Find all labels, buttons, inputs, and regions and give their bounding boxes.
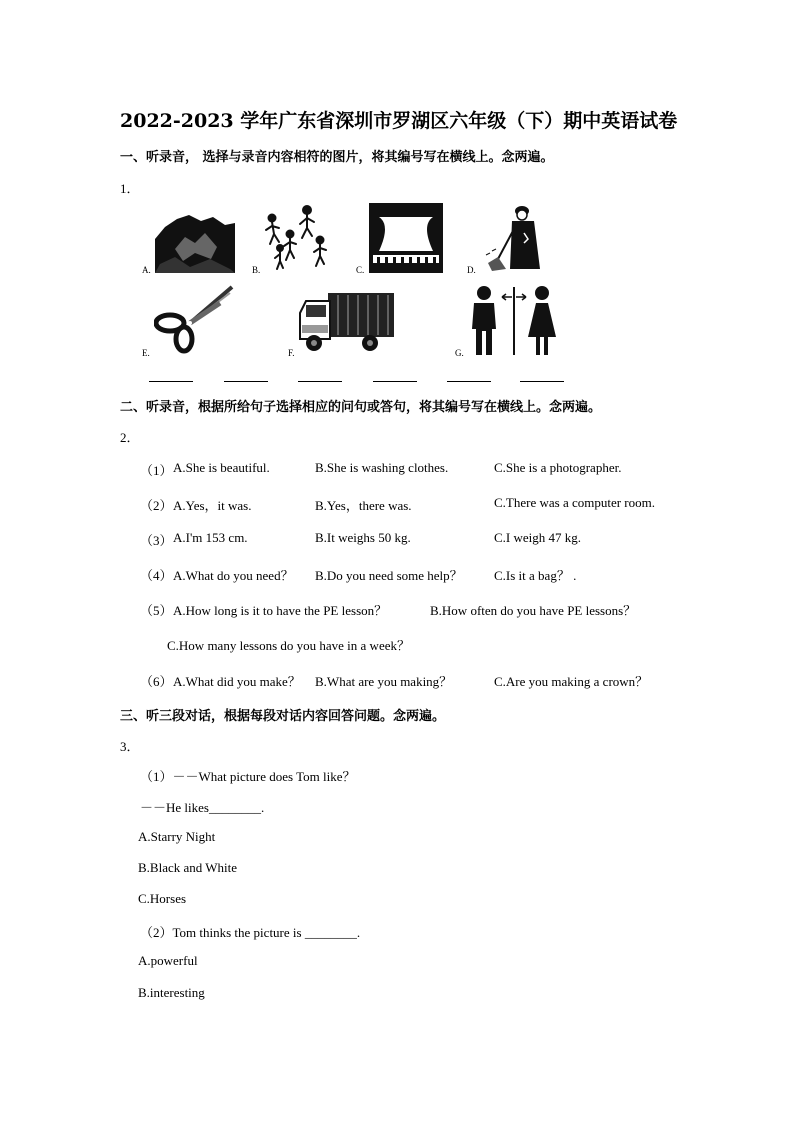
answer-blank-4[interactable] — [373, 381, 417, 382]
row3-option-a: A.I'm 153 cm. — [173, 530, 248, 545]
row6-option-c: C.Are you making a crown？ — [494, 674, 649, 689]
q3-1-option-b: B.Black and White — [138, 860, 238, 875]
row1-option-a: A.She is beautiful. — [173, 460, 270, 475]
picture-d-label: D. — [467, 265, 476, 275]
row4-num: （4） — [140, 568, 173, 583]
row1-num: （1） — [140, 463, 173, 478]
q3-2-question: （2）Tom thinks the picture is ________. — [140, 925, 361, 940]
answer-blank-6[interactable] — [520, 381, 564, 382]
picture-d-sweeping — [484, 203, 548, 273]
row3-num: （3） — [140, 533, 173, 548]
row2-option-c: C.There was a computer room. — [494, 495, 656, 510]
section1-heading: 一、听录音， 选择与录音内容相符的图片，将其编号写在横线上。念两遍。 — [120, 150, 554, 165]
picture-f-truck — [298, 287, 398, 357]
q3-1-answer-line: －－He likes________. — [140, 800, 265, 815]
row5-option-b: B.How often do you have PE lessons？ — [430, 603, 637, 618]
question1-number: 1． — [120, 181, 140, 196]
row4-option-a: A.What do you need？ — [173, 568, 294, 583]
picture-g-restroom-sign — [468, 285, 560, 357]
row6-num: （6） — [140, 674, 173, 689]
question3-number: 3． — [120, 739, 140, 754]
row2-option-a: A.Yes，it was. — [173, 498, 252, 513]
q3-2-option-a: A.powerful — [138, 953, 198, 968]
row5-num: （5） — [140, 603, 173, 618]
q3-1-question: （1）－－What picture does Tom like？ — [140, 769, 356, 784]
picture-b-label: B. — [252, 265, 261, 275]
section3-heading: 三、听三段对话，根据每段对话内容回答问题。念两遍。 — [120, 709, 446, 724]
picture-g-label: G. — [455, 348, 464, 358]
q3-1-option-c: C.Horses — [138, 891, 187, 906]
q3-1-option-a: A.Starry Night — [138, 829, 216, 844]
row3-option-b: B.It weighs 50 kg. — [315, 530, 411, 545]
row6-option-a: A.What did you make？ — [173, 674, 301, 689]
picture-a-landscape — [155, 209, 235, 273]
row3-option-c: C.I weigh 47 kg. — [494, 530, 582, 545]
picture-c-stage — [369, 203, 443, 273]
answer-blank-5[interactable] — [447, 381, 491, 382]
row2-option-b: B.Yes，there was. — [315, 498, 412, 513]
page-title: 2022-2023 学年广东省深圳市罗湖区六年级（下）期中英语试卷 — [120, 110, 678, 132]
row5-option-c: C.How many lessons do you have in a week？ — [167, 638, 410, 653]
picture-c-label: C. — [356, 265, 365, 275]
q3-2-option-b: B.interesting — [138, 985, 205, 1000]
picture-e-label: E. — [142, 348, 150, 358]
row1-option-c: C.She is a photographer. — [494, 460, 622, 475]
row4-option-c: C.Is it a bag？ . — [494, 568, 577, 583]
row6-option-b: B.What are you making？ — [315, 674, 453, 689]
picture-a-label: A. — [142, 265, 151, 275]
section2-heading: 二、听录音，根据所给句子选择相应的问句或答句，将其编号写在横线上。念两遍。 — [120, 400, 602, 415]
answer-blank-2[interactable] — [224, 381, 268, 382]
answer-blank-3[interactable] — [298, 381, 342, 382]
picture-b-running-kids — [262, 204, 332, 274]
picture-e-scissors — [154, 285, 234, 355]
question2-number: 2． — [120, 430, 140, 445]
row5-option-a: A.How long is it to have the PE lesson？ — [173, 603, 388, 618]
answer-blank-1[interactable] — [149, 381, 193, 382]
row4-option-b: B.Do you need some help？ — [315, 568, 463, 583]
row1-option-b: B.She is washing clothes. — [315, 460, 449, 475]
picture-f-label: F. — [288, 348, 295, 358]
row2-num: （2） — [140, 498, 173, 513]
